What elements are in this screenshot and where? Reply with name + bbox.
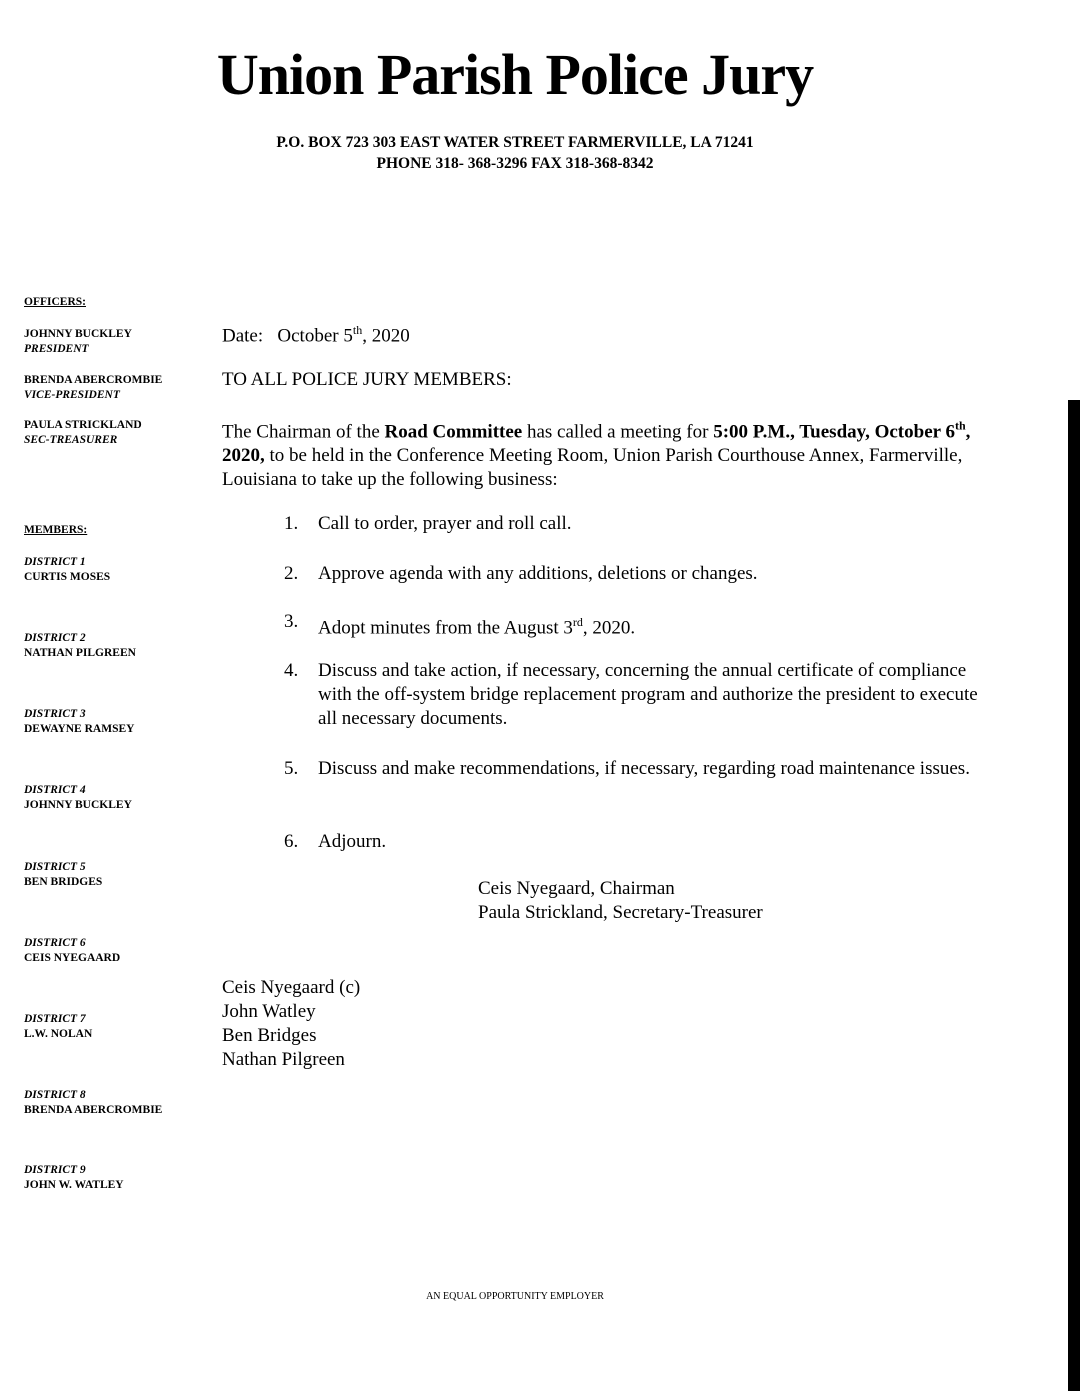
officer-role: SEC-TREASURER bbox=[24, 434, 118, 446]
officer-entry bbox=[24, 373, 162, 403]
member-name: CEIS NYEGAARD bbox=[24, 952, 121, 964]
agenda-text-part: Adopt minutes from the August 3 bbox=[318, 617, 573, 639]
officer-role: VICE-PRESIDENT bbox=[24, 389, 120, 401]
agenda-number: 2. bbox=[284, 563, 299, 584]
member-name: L.W. NOLAN bbox=[24, 1028, 93, 1040]
member-entry bbox=[24, 936, 120, 966]
signature-secretary: Paula Strickland, Secretary-Treasurer bbox=[478, 902, 763, 923]
agenda-text: Call to order, prayer and roll call. bbox=[318, 513, 572, 534]
member-name: CURTIS MOSES bbox=[24, 571, 111, 583]
committee-member: Ben Bridges bbox=[222, 1025, 317, 1046]
agenda-number: 4. bbox=[284, 660, 299, 681]
member-name: BEN BRIDGES bbox=[24, 876, 103, 888]
letter-date bbox=[222, 318, 410, 348]
intro-text: has called a meeting for bbox=[522, 421, 714, 443]
member-entry bbox=[24, 860, 102, 890]
member-name: JOHN W. WATLEY bbox=[24, 1179, 124, 1191]
intro-text: The Chairman of the bbox=[222, 421, 385, 443]
member-name: JOHNNY BUCKLEY bbox=[24, 799, 132, 811]
signature-chairman: Ceis Nyegaard, Chairman bbox=[478, 878, 675, 899]
officer-name: PAULA STRICKLAND bbox=[24, 419, 142, 431]
member-name: DEWAYNE RAMSEY bbox=[24, 723, 135, 735]
member-entry bbox=[24, 555, 110, 585]
member-name: BRENDA ABERCROMBIE bbox=[24, 1104, 163, 1116]
member-district: DISTRICT 9 bbox=[24, 1164, 86, 1176]
members-heading: MEMBERS: bbox=[24, 524, 88, 536]
date-label: Date: bbox=[222, 325, 264, 347]
letterhead-title: Union Parish Police Jury bbox=[216, 42, 814, 107]
date-suffix: th bbox=[352, 323, 363, 337]
member-entry bbox=[24, 707, 134, 737]
phone-line: PHONE 318- 368-3296 FAX 318-368-8342 bbox=[376, 155, 654, 172]
member-district: DISTRICT 8 bbox=[24, 1089, 86, 1101]
committee-member: Nathan Pilgreen bbox=[222, 1049, 345, 1070]
salutation: TO ALL POLICE JURY MEMBERS: bbox=[222, 369, 512, 390]
member-entry bbox=[24, 631, 136, 661]
member-entry bbox=[24, 1088, 162, 1118]
address-line: P.O. BOX 723 303 EAST WATER STREET FARMERVILLE, LA 71241 bbox=[276, 134, 754, 151]
member-district: DISTRICT 4 bbox=[24, 784, 86, 796]
member-name: NATHAN PILGREEN bbox=[24, 647, 136, 659]
member-district: DISTRICT 6 bbox=[24, 937, 86, 949]
officer-name: JOHNNY BUCKLEY bbox=[24, 328, 132, 340]
member-district: DISTRICT 2 bbox=[24, 632, 86, 644]
agenda-text: Adjourn. bbox=[318, 831, 387, 852]
meeting-time: 5:00 P.M., Tuesday, October 6 bbox=[713, 421, 955, 443]
agenda-number: 6. bbox=[284, 831, 299, 852]
member-district: DISTRICT 1 bbox=[24, 556, 86, 568]
member-entry bbox=[24, 1012, 92, 1042]
agenda-number: 1. bbox=[284, 513, 299, 534]
agenda-date-suffix: rd bbox=[572, 615, 583, 629]
meeting-year: , 2020, bbox=[222, 421, 971, 467]
date-year: , 2020 bbox=[362, 325, 410, 347]
committee-member: John Watley bbox=[222, 1001, 316, 1022]
member-district: DISTRICT 5 bbox=[24, 861, 86, 873]
committee-members-list bbox=[222, 976, 360, 1072]
agenda-text-part: , 2020. bbox=[582, 617, 636, 639]
officer-name: BRENDA ABERCROMBIE bbox=[24, 374, 163, 386]
meeting-date-suffix: th bbox=[954, 419, 966, 433]
member-entry bbox=[24, 783, 132, 813]
agenda-text: Discuss and take action, if necessary, concerning the annual certificate of compliance with the off-system bridge replacement program and authorize the president to execute all necessary documents. bbox=[318, 660, 978, 729]
agenda-number: 3. bbox=[284, 611, 299, 632]
member-entry bbox=[24, 1163, 124, 1193]
agenda-text bbox=[318, 610, 978, 640]
intro-text: to be held in the Conference Meeting Room, Union Parish Courthouse Annex, Farmerville, Louisiana to take up the following business: bbox=[222, 445, 963, 491]
officer-entry bbox=[24, 418, 142, 448]
agenda-text: Approve agenda with any additions, deletions or changes. bbox=[318, 563, 758, 584]
signature-block bbox=[478, 877, 763, 925]
member-district: DISTRICT 3 bbox=[24, 708, 86, 720]
date-month-day: October 5 bbox=[277, 325, 353, 347]
committee-member: Ceis Nyegaard (c) bbox=[222, 977, 361, 998]
officers-heading: OFFICERS: bbox=[24, 296, 86, 308]
agenda-text: Discuss and make recommendations, if necessary, regarding road maintenance issues. bbox=[318, 758, 970, 779]
officer-role: PRESIDENT bbox=[24, 343, 89, 355]
intro-paragraph bbox=[222, 414, 982, 492]
member-district: DISTRICT 7 bbox=[24, 1013, 86, 1025]
committee-name: Road Committee bbox=[384, 421, 523, 443]
officer-entry bbox=[24, 327, 132, 357]
footer-text: AN EQUAL OPPORTUNITY EMPLOYER bbox=[426, 1291, 604, 1302]
agenda-number: 5. bbox=[284, 758, 299, 779]
scan-edge-bar bbox=[1068, 400, 1080, 1391]
